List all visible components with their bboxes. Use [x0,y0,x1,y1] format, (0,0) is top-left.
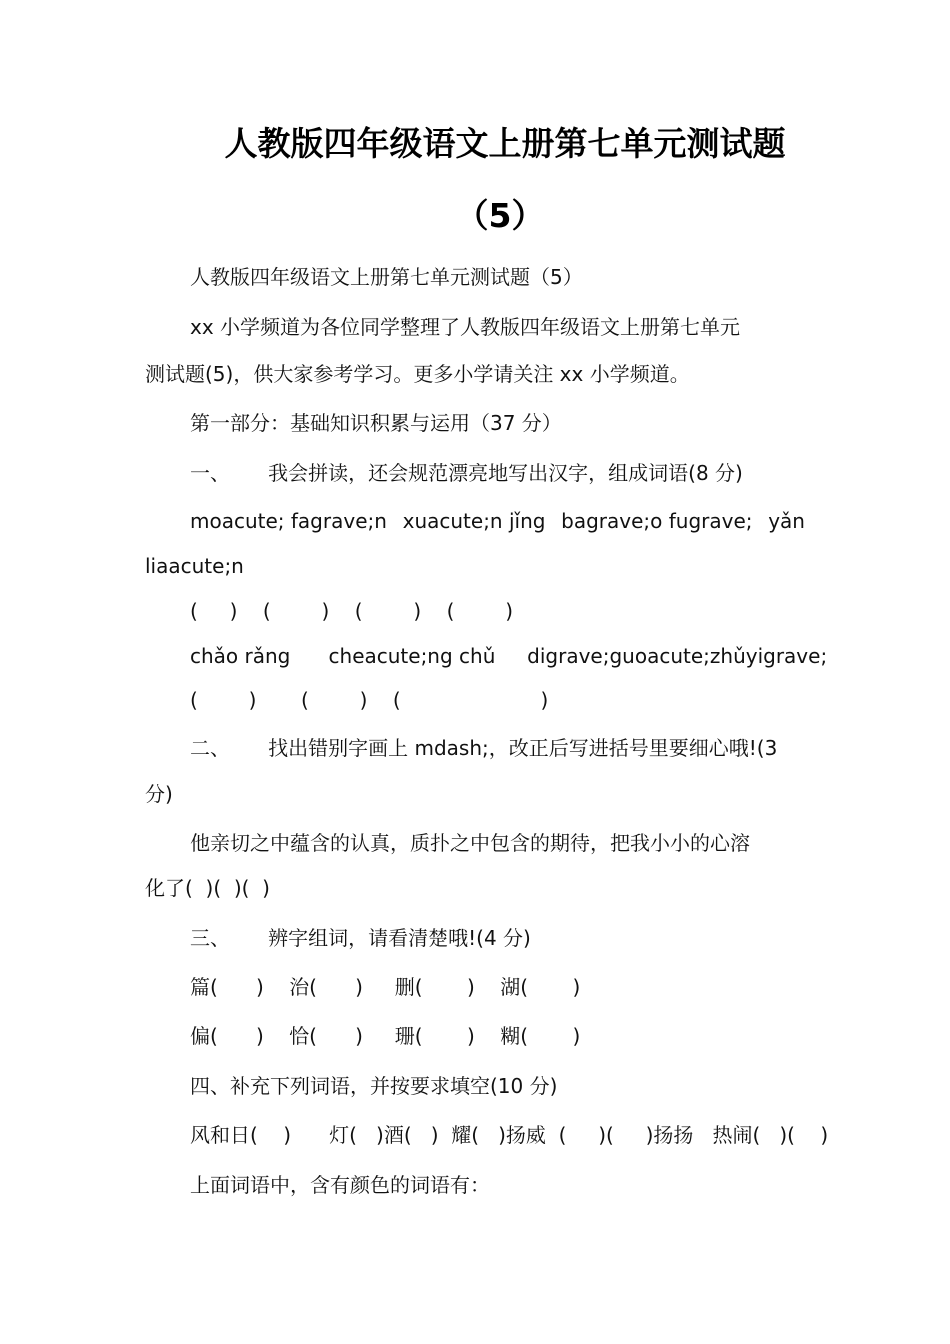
question-four-color-prompt: 上面词语中，含有颜色的词语有： [190,1173,490,1197]
question-two-sentence-continued: 化了( )( )( ) [145,876,270,900]
question-two-heading: 二、 找出错别字画上 mdash;，改正后写进括号里要细心哦!(3 [190,736,778,760]
pinyin-word: xuacute;n jǐng [402,509,546,533]
question-three-row-2: 偏( ) 恰( ) 珊( ) 糊( ) [190,1024,581,1048]
question-four-heading: 四、补充下列词语，并按要求填空(10 分) [190,1074,558,1098]
question-three-heading: 三、 辨字组词，请看清楚哦!(4 分) [190,926,531,950]
pinyin-row-1 [190,506,805,536]
pinyin-word: moacute; fagrave;n [190,509,387,533]
question-three-row-1: 篇( ) 治( ) 删( ) 湖( ) [190,975,581,999]
intro-paragraph-line-1: xx 小学频道为各位同学整理了人教版四年级语文上册第七单元 [190,315,741,339]
question-two-heading-continued: 分) [145,782,173,806]
pinyin-row-2: chǎo rǎng cheacute;ng chǔ digrave;guoacute;zhǔyigrave; [190,644,828,668]
intro-paragraph-line-2: 测试题(5)，供大家参考学习。更多小学请关注 xx 小学频道。 [145,362,690,386]
question-four-words-row: 风和日( ) 灯( )酒( ) 耀( )扬威 ( )( )扬扬 热闹( )( ) [190,1123,829,1147]
pinyin-row-1-continued: liaacute;n [145,554,244,578]
question-one-heading: 一、 我会拼读，还会规范漂亮地写出汉字，组成词语(8 分) [190,461,743,485]
intro-title-paragraph: 人教版四年级语文上册第七单元测试题（5） [190,265,583,289]
pinyin-word: yǎn [768,509,805,533]
pinyin-word: bagrave;o fugrave; [561,509,753,533]
part-one-heading: 第一部分：基础知识积累与运用（37 分） [190,411,562,435]
document-title: 人教版四年级语文上册第七单元测试题 [224,124,786,163]
question-two-sentence: 他亲切之中蕴含的认真，质扑之中包含的期待，把我小小的心溶 [190,831,750,855]
answer-blanks-row-2: ( ) ( ) ( ) [190,688,549,712]
document-title-number: （5） [455,196,545,235]
answer-blanks-row-1: ( ) ( ) ( ) ( ) [190,599,514,623]
